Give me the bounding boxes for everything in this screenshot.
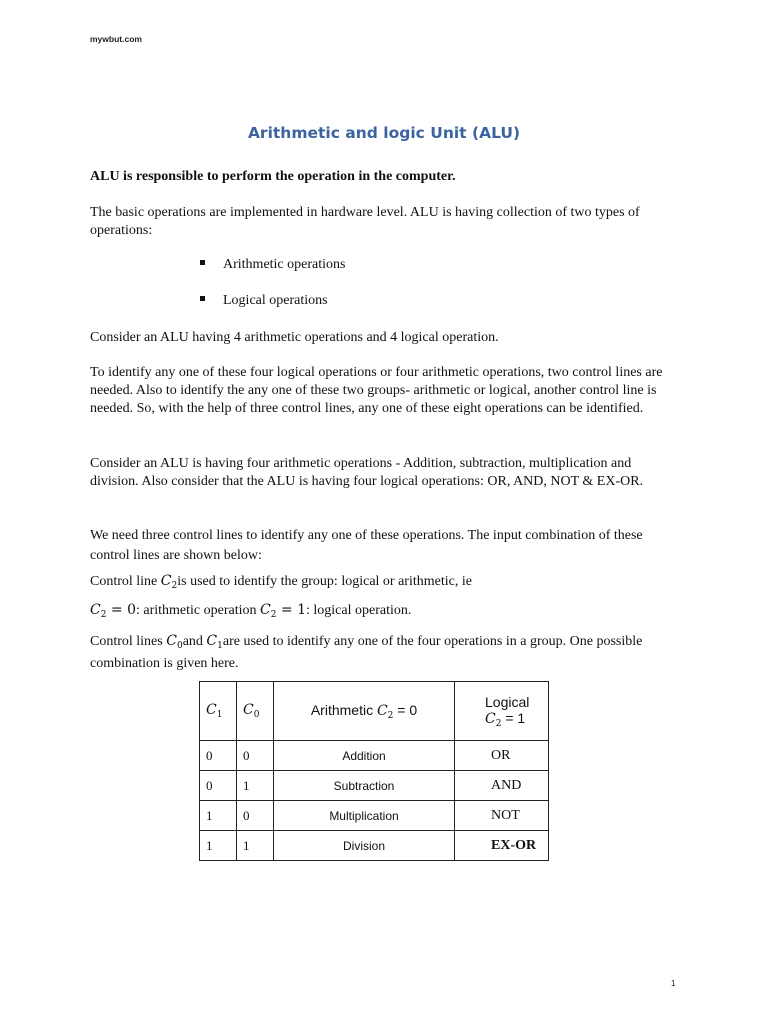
bullet-item: [200, 293, 328, 309]
table-row: [200, 801, 549, 831]
paragraph-input-combination: We need three control lines to identify any one of these operations. The input combination of these control lines are shown below:: [90, 528, 643, 563]
page-number: 1: [671, 979, 676, 988]
bullet-item: [200, 257, 345, 273]
table-row: [200, 831, 549, 861]
cell-arithmetic: Division: [274, 831, 455, 861]
control-lines-c0-c1: Control lines $C_0and$ $C_1are$ used to identify any one of the four operations in a group. One possible combination is given here.: [90, 633, 643, 671]
cell-arithmetic: Addition: [274, 741, 455, 771]
page-title: Arithmetic and logic Unit (ALU): [247, 124, 521, 142]
cell-c0: 1: [237, 831, 274, 861]
cell-c0: 1: [237, 771, 274, 801]
table-row: [200, 741, 549, 771]
c2-symbol: $C_2 = 0$: [90, 602, 136, 620]
bullet-text: Logical operations: [223, 293, 328, 308]
header-c1: $C_1$: [200, 682, 237, 741]
cell-c0: 0: [237, 801, 274, 831]
operations-table: [199, 681, 549, 861]
control-line-c2: Control line $C_2is$ used to identify the group: logical or arithmetic, ie: [90, 573, 472, 591]
c1-symbol: $C_1$: [206, 633, 223, 651]
paragraph-consider: Consider an ALU having 4 arithmetic operations and 4 logical operation.: [90, 330, 499, 345]
cell-c0: 0: [237, 741, 274, 771]
site-header: mywbut.com: [90, 34, 142, 44]
table-header-row: [200, 682, 549, 741]
group-conditions: $C_2 = 0$: arithmetic operation $C_2 = 1$: logical operation.: [90, 602, 412, 620]
cell-c1: 0: [200, 771, 237, 801]
c0-symbol: $C_0$: [166, 633, 183, 651]
c2-symbol: $C_2 = 1$: [260, 602, 307, 620]
bullet-icon: [200, 296, 205, 301]
paragraph-operations-list: Consider an ALU is having four arithmetic operations - Addition, subtraction, multiplication and division. Also consider that the ALU is having four logical operations: OR, AND, NOT & EX-OR.: [90, 456, 644, 489]
header-c0: $C_0$: [237, 682, 274, 741]
header-logical: Logical $C_2 = 1$: [455, 682, 549, 741]
cell-arithmetic: Multiplication: [274, 801, 455, 831]
cell-logical: NOT: [455, 801, 549, 831]
cell-logical: EX-OR: [455, 831, 549, 861]
paragraph-operations: The basic operations are implemented in hardware level. ALU is having collection of two types of operations:: [90, 205, 640, 238]
c2-symbol: $C_2$: [160, 573, 178, 591]
bullet-text: Arithmetic operations: [223, 257, 346, 272]
intro-bold: ALU is responsible to perform the operation in the computer.: [90, 169, 456, 184]
cell-c1: 1: [200, 801, 237, 831]
cell-arithmetic: Subtraction: [274, 771, 455, 801]
header-arithmetic: Arithmetic $C_2 = 0$: [274, 682, 455, 741]
cell-logical: AND: [455, 771, 549, 801]
cell-c1: 0: [200, 741, 237, 771]
bullet-icon: [200, 260, 205, 265]
cell-c1: 1: [200, 831, 237, 861]
paragraph-control-lines: To identify any one of these four logical operations or four arithmetic operations, two control lines are needed. Also to identify the any one of these two groups- arithmetic or logical, another control line is needed. So, with the help of three control lines, any one of these eight operations can be identified.: [90, 365, 663, 416]
cell-logical: OR: [455, 741, 549, 771]
table-row: [200, 771, 549, 801]
